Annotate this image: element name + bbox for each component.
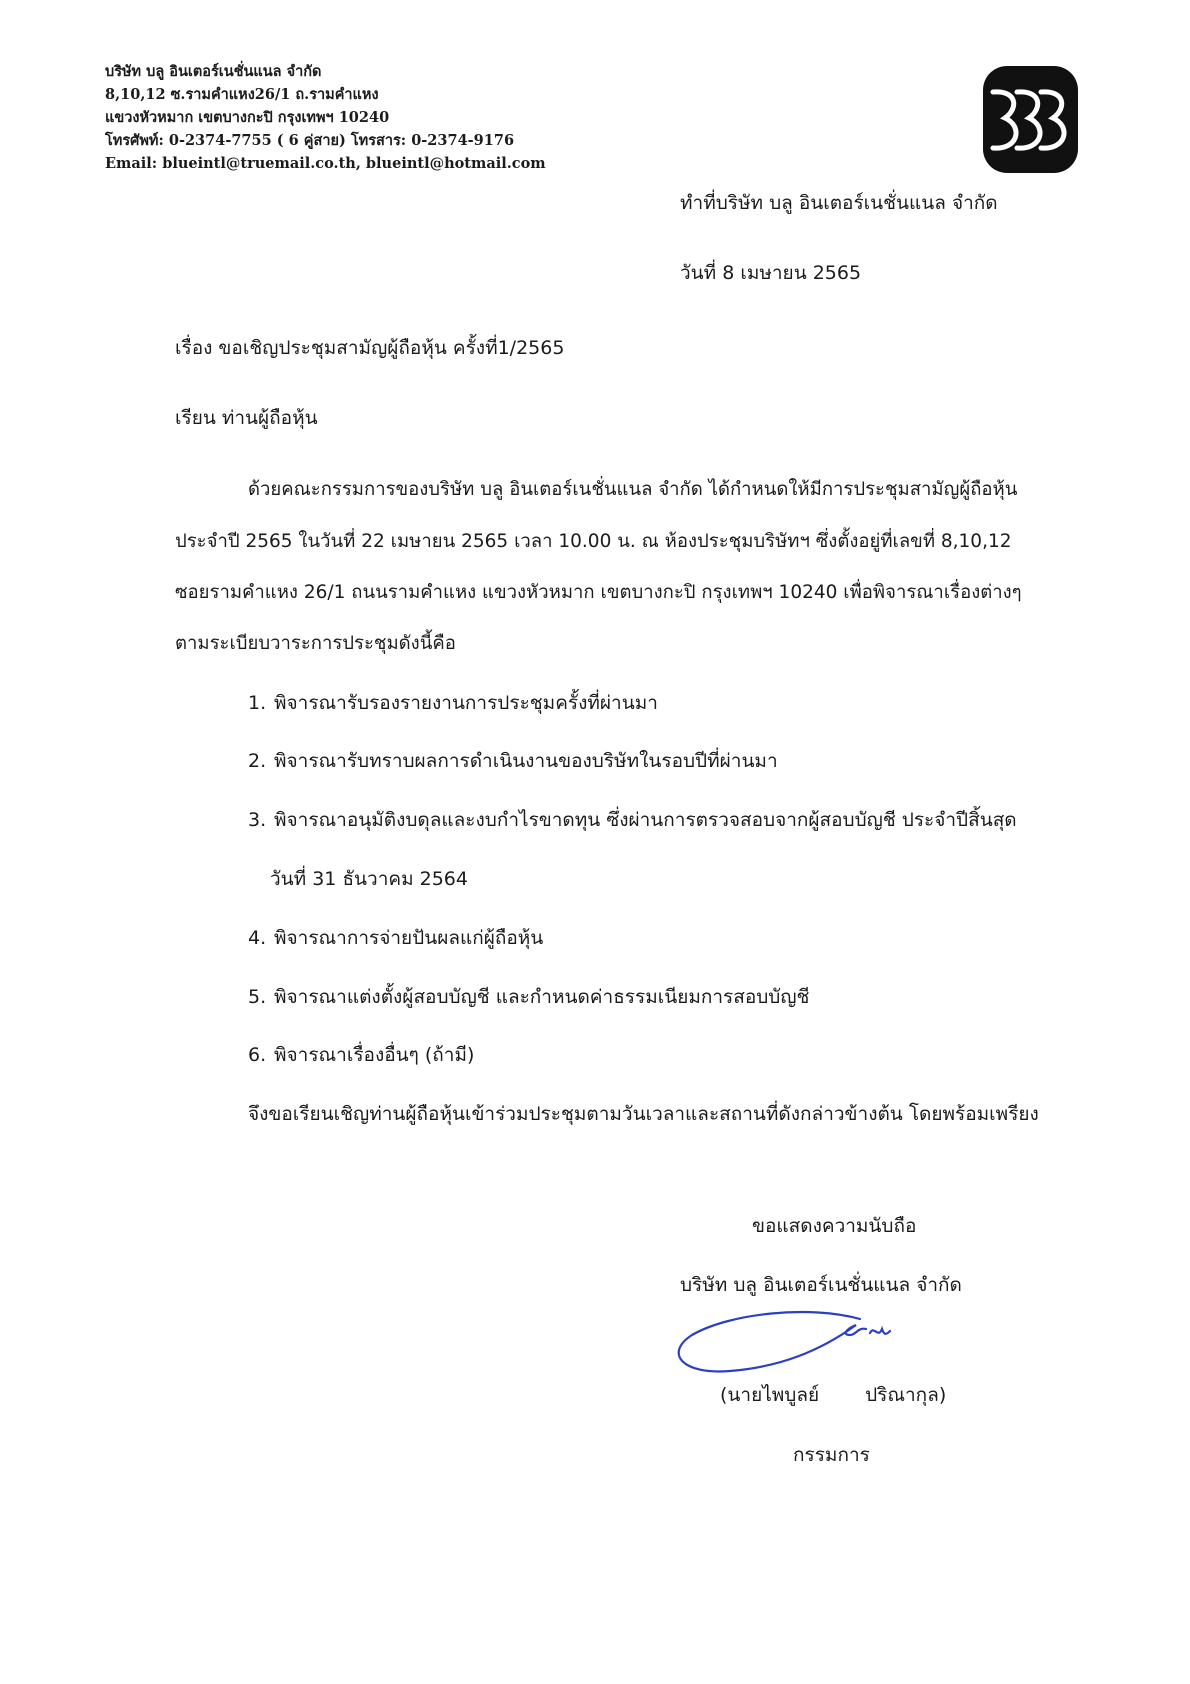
body-paragraph-line: ด้วยคณะกรรมการของบริษัท บลู อินเตอร์เนชั่นแนล จำกัด ได้กำหนดให้มีการประชุมสามัญผู้ถือหุ้น bbox=[248, 479, 1018, 500]
agenda-text: พิจารณารับทราบผลการดำเนินงานของบริษัทในรอบปีที่ผ่านมา bbox=[274, 750, 778, 772]
agenda-item bbox=[248, 982, 809, 1012]
bbb-logo-graphic bbox=[983, 66, 1078, 173]
agenda-item bbox=[248, 688, 658, 718]
agenda-number: 3. bbox=[248, 809, 267, 831]
regards-line: ขอแสดงความนับถือ bbox=[752, 1215, 917, 1237]
body-paragraph-line: ประจำปี 2565 ในวันที่ 22 เมษายน 2565 เวลา 10.00 น. ณ ห้องประชุมบริษัทฯ ซึ่งตั้งอยู่ที่เลขที่ 8,10,12 bbox=[175, 531, 1012, 552]
phone-line: โทรศัพท์: 0-2374-7755 ( 6 คู่สาย) โทรสาร: 0-2374-9176 bbox=[105, 132, 515, 149]
signing-company: บริษัท บลู อินเตอร์เนชั่นแนล จำกัด bbox=[680, 1274, 962, 1296]
signer-last-name: ปริณากุล) bbox=[865, 1384, 947, 1406]
letter-date: วันที่ 8 เมษายน 2565 bbox=[680, 262, 862, 284]
signer-position: กรรมการ bbox=[793, 1444, 870, 1466]
bbb-logo-icon bbox=[983, 66, 1078, 173]
letter-place: ทำที่บริษัท บลู อินเตอร์เนชั่นแนล จำกัด bbox=[680, 192, 998, 214]
agenda-item bbox=[248, 805, 1017, 835]
agenda-text: พิจารณารับรองรายงานการประชุมครั้งที่ผ่านมา bbox=[274, 692, 658, 714]
address-line-1: 8,10,12 ซ.รามคำแหง26/1 ถ.รามคำแหง bbox=[105, 86, 379, 103]
company-name: บริษัท บลู อินเตอร์เนชั่นแนล จำกัด bbox=[105, 63, 322, 80]
agenda-number: 5. bbox=[248, 986, 267, 1008]
agenda-item-continuation: วันที่ 31 ธันวาคม 2564 bbox=[270, 868, 468, 890]
closing-paragraph: จึงขอเรียนเชิญท่านผู้ถือหุ้นเข้าร่วมประชุมตามวันเวลาและสถานที่ดังกล่าวข้างต้น โดยพร้อมเพรียง bbox=[248, 1103, 1039, 1125]
body-paragraph-line: ซอยรามคำแหง 26/1 ถนนรามคำแหง แขวงหัวหมาก เขตบางกะปิ กรุงเทพฯ 10240 เพื่อพิจารณาเรื่องต่างๆ bbox=[175, 582, 1022, 603]
signer-first-name: (นายไพบูลย์ bbox=[720, 1384, 820, 1406]
body-paragraph-line: ตามระเบียบวาระการประชุมดังนี้คือ bbox=[175, 633, 456, 654]
agenda-number: 2. bbox=[248, 750, 267, 772]
agenda-text: พิจารณาอนุมัติงบดุลและงบกำไรขาดทุน ซึ่งผ่านการตรวจสอบจากผู้สอบบัญชี ประจำปีสิ้นสุด bbox=[274, 809, 1017, 831]
signature-icon bbox=[670, 1295, 920, 1390]
address-line-2: แขวงหัวหมาก เขตบางกะปิ กรุงเทพฯ 10240 bbox=[105, 109, 390, 126]
agenda-text: พิจารณาแต่งตั้งผู้สอบบัญชี และกำหนดค่าธรรมเนียมการสอบบัญชี bbox=[274, 986, 810, 1008]
letter-salutation: เรียน ท่านผู้ถือหุ้น bbox=[175, 407, 318, 429]
agenda-number: 4. bbox=[248, 927, 267, 949]
letterhead bbox=[105, 60, 546, 175]
agenda-item bbox=[248, 1040, 474, 1070]
signer-name bbox=[720, 1380, 946, 1410]
letter-subject: เรื่อง ขอเชิญประชุมสามัญผู้ถือหุ้น ครั้งที่1/2565 bbox=[175, 337, 565, 359]
agenda-text: พิจารณาเรื่องอื่นๆ (ถ้ามี) bbox=[274, 1044, 475, 1066]
agenda-number: 1. bbox=[248, 692, 267, 714]
agenda-item bbox=[248, 746, 778, 776]
agenda-number: 6. bbox=[248, 1044, 267, 1066]
agenda-text: พิจารณาการจ่ายปันผลแก่ผู้ถือหุ้น bbox=[274, 927, 544, 949]
agenda-item bbox=[248, 923, 543, 953]
email-line: Email: blueintl@truemail.co.th, blueintl@hotmail.com bbox=[105, 155, 546, 172]
